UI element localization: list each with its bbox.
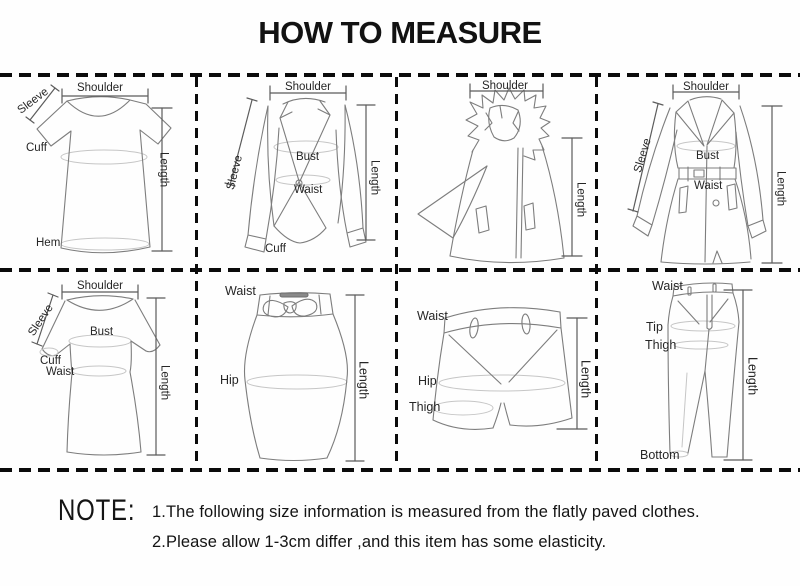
panel-pants	[600, 265, 800, 470]
panel-fur-coat	[400, 68, 597, 270]
trench-coat-drawing	[600, 68, 800, 270]
note-line-2: 2.Please allow 1-3cm differ ,and this item has some elasticity.	[152, 533, 607, 551]
label-waist: Waist	[225, 284, 256, 298]
label-waist: Waist	[294, 184, 323, 196]
label-length: Length	[745, 357, 760, 396]
label-sleeve: Sleeve	[631, 136, 654, 175]
label-shoulder: Shoulder	[76, 82, 124, 94]
fur-coat-drawing	[400, 68, 597, 270]
label-waist: Waist	[417, 309, 448, 323]
label-length: Length	[774, 171, 787, 207]
label-waist: Waist	[652, 279, 683, 293]
panel-trench-coat	[600, 68, 800, 270]
pants-drawing	[600, 265, 800, 470]
label-sleeve: Sleeve	[224, 154, 245, 192]
note-line-1: 1.The following size information is measured from the flatly paved clothes.	[152, 503, 700, 521]
note-heading: NOTE:	[58, 494, 136, 527]
page-title: HOW TO MEASURE	[258, 15, 542, 50]
label-thigh: Thigh	[645, 338, 677, 352]
label-shoulder: Shoulder	[481, 80, 529, 92]
label-hem: Hem	[36, 237, 61, 249]
panel-skirt	[200, 265, 397, 470]
panel-dress	[0, 265, 197, 470]
label-sleeve: Sleeve	[15, 85, 51, 117]
label-shoulder: Shoulder	[682, 81, 730, 93]
shorts-drawing	[400, 265, 597, 470]
label-cuff: Cuff	[26, 142, 47, 154]
label-length: Length	[157, 152, 170, 188]
label-bottom: Bottom	[640, 448, 680, 462]
label-bust: Bust	[696, 150, 720, 162]
label-length: Length	[574, 182, 587, 218]
label-bust: Bust	[296, 151, 320, 163]
label-shoulder: Shoulder	[76, 280, 124, 292]
label-hip: Hip	[220, 373, 239, 387]
label-length: Length	[356, 361, 371, 400]
label-hip: Hip	[418, 374, 437, 388]
panel-shorts	[400, 265, 597, 470]
label-length: Length	[158, 365, 171, 401]
label-waist: Waist	[694, 180, 723, 192]
label-sleeve: Sleeve	[26, 302, 56, 339]
label-tip: Tip	[646, 320, 663, 334]
label-waist: Waist	[46, 366, 75, 378]
label-cuff: Cuff	[40, 355, 61, 367]
panel-tshirt	[0, 68, 197, 270]
label-thigh: Thigh	[409, 400, 441, 414]
label-bust: Bust	[90, 326, 114, 338]
label-length: Length	[578, 360, 593, 399]
label-shoulder: Shoulder	[284, 81, 332, 93]
label-cuff: Cuff	[265, 243, 286, 255]
panel-blazer	[200, 68, 397, 270]
label-length: Length	[368, 160, 381, 196]
